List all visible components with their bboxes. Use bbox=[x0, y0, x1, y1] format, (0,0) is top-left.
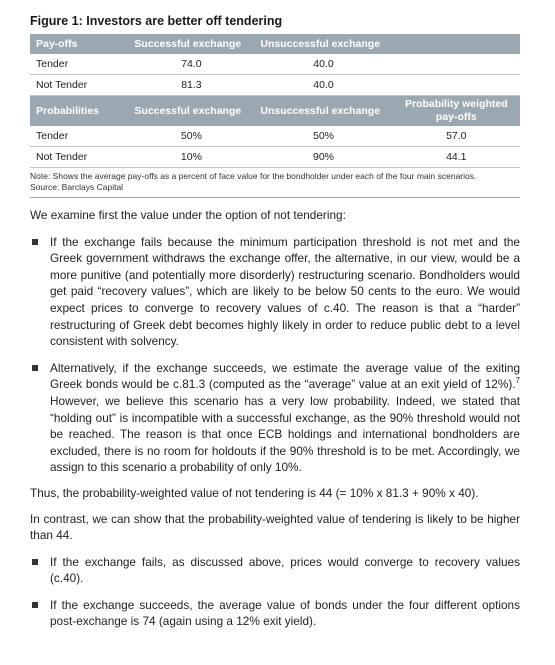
header-cell bbox=[393, 34, 520, 54]
header-cell: Unsuccessful exchange bbox=[254, 96, 392, 127]
bullet-square-icon bbox=[32, 602, 38, 608]
bullet-text-continued: However, we believe this scenario has a very low probability. Indeed, we stated that “holding out” is incompatible with a successful exchange, as the 90% threshold would not be reached. The reason is that once ECB holdings and international bondholders are excluded, there is no room for holdouts if the 90% threshold is to be met. Accordingly, we assign to this scenario a probability of only 10%. bbox=[50, 393, 520, 475]
bullet-list-tendering bbox=[30, 554, 520, 630]
list-item bbox=[30, 360, 520, 476]
table-cell: 44.1 bbox=[393, 147, 520, 168]
table-cell: 40.0 bbox=[254, 75, 392, 96]
list-item bbox=[30, 554, 520, 587]
table-cell: 10% bbox=[128, 147, 254, 168]
header-cell: Probability weighted pay-offs bbox=[393, 96, 520, 127]
intro-paragraph: We examine first the value under the option of not tendering: bbox=[30, 208, 346, 222]
table-cell: 74.0 bbox=[128, 54, 254, 75]
contrast-paragraph: In contrast, we can show that the probability-weighted value of tendering is likely to be higher than 44. bbox=[30, 511, 520, 543]
table-row bbox=[30, 147, 520, 168]
header-cell: Unsuccessful exchange bbox=[254, 34, 392, 54]
table-cell: 40.0 bbox=[254, 54, 392, 75]
table-cell bbox=[393, 75, 520, 96]
row-label: Not Tender bbox=[30, 75, 128, 96]
row-label: Tender bbox=[30, 126, 128, 147]
table-cell: 50% bbox=[254, 126, 392, 147]
table-cell bbox=[393, 54, 520, 75]
figure-title: Figure 1: Investors are better off tendering bbox=[30, 14, 283, 28]
table-header-row bbox=[30, 96, 520, 127]
bullet-text: Alternatively, if the exchange succeeds, we estimate the average value of the exiting Greek bonds would be c.81.3 (computed as the “average” value at an exit yield of 12%). bbox=[50, 360, 520, 392]
table-row bbox=[30, 126, 520, 147]
list-item bbox=[30, 234, 520, 350]
payoffs-table bbox=[30, 34, 520, 168]
divider bbox=[30, 197, 520, 198]
bullet-text: If the exchange succeeds, the average value of bonds under the four different options post-exchange is 74 (again using a 12% exit yield). bbox=[50, 597, 520, 629]
header-cell: Successful exchange bbox=[128, 34, 254, 54]
body-text bbox=[30, 207, 520, 630]
bullet-text: If the exchange fails, as discussed above, prices would converge to recovery values (c.40). bbox=[50, 554, 520, 586]
bullet-square-icon bbox=[32, 559, 38, 565]
table-cell: 90% bbox=[254, 147, 392, 168]
footnote-marker[interactable]: 7 bbox=[515, 376, 520, 386]
bullet-list-not-tendering bbox=[30, 234, 520, 476]
row-label: Tender bbox=[30, 54, 128, 75]
bullet-square-icon bbox=[32, 239, 38, 245]
table-cell: 50% bbox=[128, 126, 254, 147]
row-label: Not Tender bbox=[30, 147, 128, 168]
table-cell: 57.0 bbox=[393, 126, 520, 147]
header-cell: Probabilities bbox=[30, 96, 128, 127]
table-row bbox=[30, 54, 520, 75]
source-text: Source: Barclays Capital bbox=[30, 182, 124, 192]
header-cell: Successful exchange bbox=[128, 96, 254, 127]
note-text: Note: Shows the average pay-offs as a percent of face value for the bondholder under each of the four main scenarios. bbox=[30, 171, 477, 181]
table-header-row bbox=[30, 34, 520, 54]
table-cell: 81.3 bbox=[128, 75, 254, 96]
list-item bbox=[30, 597, 520, 630]
bullet-text: If the exchange fails because the minimum participation threshold is not met and the Greek government withdraws the exchange offer, the alternative, in our view, would be a more punitive (and potentially more disorderly) restructuring scenario. Bondholders would get paid “recovery values”, which are likely to be below 50 cents to the euro. We would expect prices to converge to recovery values of c.40. The reason is that a “harder” restructuring of Greek debt becomes highly likely in order to reduce public debt to a level consistent with solvency. bbox=[50, 234, 520, 349]
header-cell: Pay-offs bbox=[30, 34, 128, 54]
summary-paragraph: Thus, the probability-weighted value of not tendering is 44 (= 10% x 81.3 + 90% x 40). bbox=[30, 485, 479, 500]
table-row bbox=[30, 75, 520, 96]
bullet-square-icon bbox=[32, 365, 38, 371]
figure-note bbox=[30, 171, 520, 193]
